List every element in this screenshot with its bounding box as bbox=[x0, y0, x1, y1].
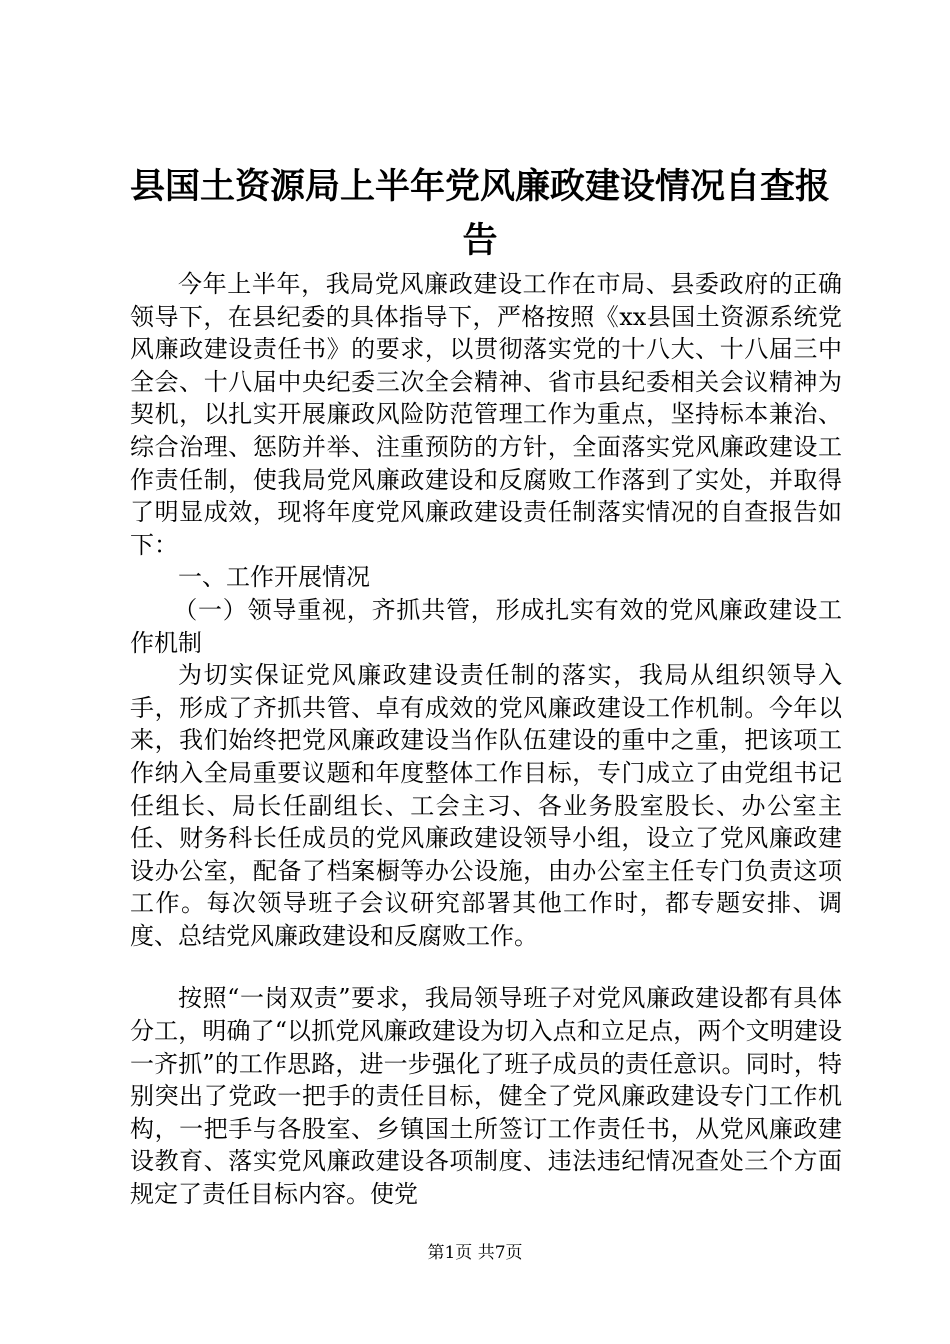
subsection-heading: （一）领导重视，齐抓共管，形成扎实有效的党风廉政建设工作机制 bbox=[130, 595, 842, 657]
paragraph-responsibility: 按照“一岗双责”要求，我局领导班子对党风廉政建设都有具体分工，明确了“以抓党风廉政建设为切入点和立足点，两个文明建设一齐抓”的工作思路，进一步强化了班子成员的责任意识。同时，特别突出了党政一把手的责任目标，健全了党风廉政建设专门工作机构，一把手与各股室、乡镇国土所签订工作责任书，从党风廉政建设教育、落实党风廉政建设各项制度、违法违纪情况查处三个方面规定了责任目标内容。使党 bbox=[130, 984, 842, 1209]
paragraph-gap bbox=[130, 952, 842, 982]
paragraph-intro: 今年上半年，我局党风廉政建设工作在市局、县委政府的正确领导下，在县纪委的具体指导下，严格按照《xx县国土资源系统党风廉政建设责任书》的要求，以贯彻落实党的十八大、十八届三中全会、十八届中央纪委三次全会精神、省市县纪委相关会议精神为契机，以扎实开展廉政风险防范管理工作为重点，坚持标本兼治、综合治理、惩防并举、注重预防的方针，全面落实党风廉政建设工作责任制，使我局党风廉政建设和反腐败工作落到了实处，并取得了明显成效，现将年度党风廉政建设责任制落实情况的自查报告如下： bbox=[130, 270, 842, 559]
document-title: 县国土资源局上半年党风廉政建设情况自查报告 bbox=[129, 166, 830, 261]
paragraph-mechanism: 为切实保证党风廉政建设责任制的落实，我局从组织领导入手，形成了齐抓共管、卓有成效的党风廉政建设工作机制。今年以来，我们始终把党风廉政建设当作队伍建设的重中之重，把该项工作纳入全局重要议题和年度整体工作目标，专门成立了由党组书记任组长、局长任副组长、工会主习、各业务股室股长、办公室主任、财务科长任成员的党风廉政建设领导小组，设立了党风廉政建设办公室，配备了档案橱等办公设施，由办公室主任专门负责这项工作。每次领导班子会议研究部署其他工作时，都专题安排、调度、总结党风廉政建设和反腐败工作。 bbox=[130, 661, 842, 950]
section-heading: 一、工作开展情况 bbox=[178, 563, 370, 592]
page-number: 第1页 共7页 bbox=[427, 1243, 523, 1263]
document-body bbox=[130, 268, 842, 1211]
